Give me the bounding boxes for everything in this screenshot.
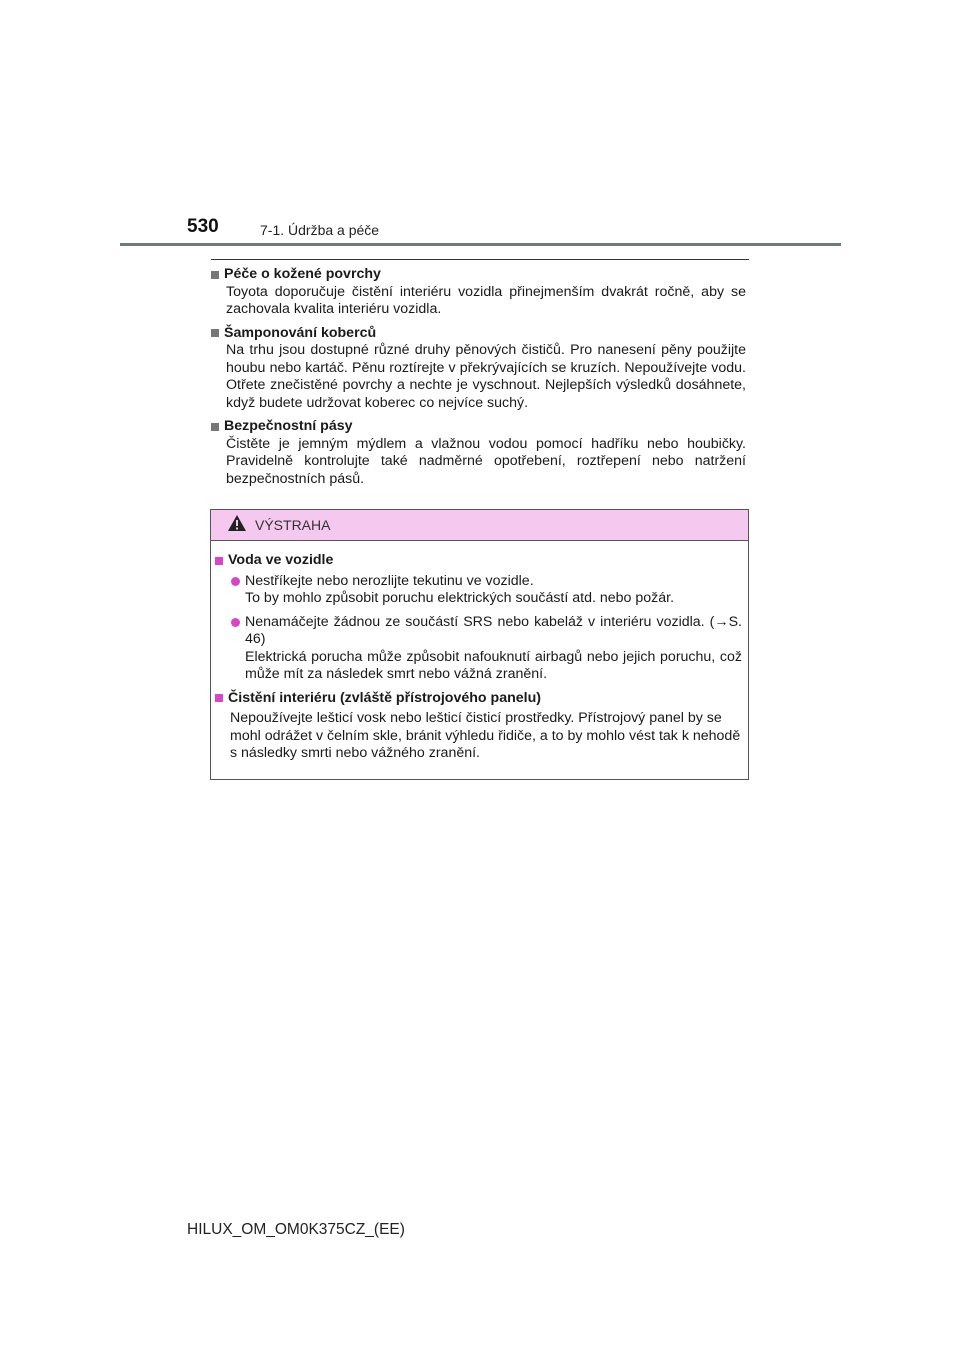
bullet-line: Nestříkejte nebo nerozlijte tekutinu ve vozidle. [245,572,534,589]
page-number: 530 [187,216,219,237]
square-bullet-icon [211,271,219,279]
warning-header [211,510,748,541]
warning-box [210,509,749,780]
warning-section-body: Nepoužívejte lešticí vosk nebo lešticí čisticí prostředky. Přístrojový panel by se mohl odrážet v čelním skle, bránit výhledu řidiče, a to by mohlo vést tak k nehodě s následky smrti nebo vážného zranění. [230,710,741,761]
square-bullet-icon [211,329,219,337]
bullet-line: Elektrická porucha může způsobit nafouknutí airbagů nebo jejich poruchu, což může mít za následek smrt nebo vážná zranění. [245,648,742,682]
warning-label: VÝSTRAHA [255,517,331,533]
square-bullet-icon [215,557,223,565]
warning-bullet [231,573,742,608]
circle-bullet-icon [231,577,240,586]
content [211,266,746,494]
footer-code: HILUX_OM_OM0K375CZ_(EE) [187,1221,405,1238]
section-title: 7-1. Údržba a péče [260,222,380,238]
item-body: Na trhu jsou dostupné různé druhy pěnových čističů. Pro nanesení pěny použijte houbu nebo kartáč. Pěnu roztírejte v překrývajících se kruzích. Nepoužívejte vodu. Otřete znečistěné povrchy a nechte je vyschnout. Nejlepších výsledků dosáhnete, když budete udržovat koberec co nejvíce suchý. [226,342,746,411]
item-body: Toyota doporučuje čistění interiéru vozidla přinejmenším dvakrát ročně, aby se zachovala kvalita interiéru vozidla. [226,283,746,317]
item-title: Péče o kožené povrchy [224,266,381,282]
square-bullet-icon [211,423,219,431]
warning-triangle-icon [227,514,247,537]
circle-bullet-icon [231,618,240,627]
header-rule [120,243,841,246]
content-rule [211,259,749,260]
item-carpet [211,325,746,413]
warning-section-title: Čistění interiéru (zvláště přístrojového panelu) [228,689,541,706]
bullet-line: To by mohlo způsobit poruchu elektrických součástí atd. nebo požár. [245,590,675,606]
item-title: Šamponování koberců [224,324,377,341]
bullet-line: Nenamáčejte žádnou ze součástí SRS nebo kabeláž v interiéru vozidla. (→S. 46) [245,613,742,647]
warning-body [211,541,748,763]
item-seatbelts [211,418,746,488]
item-leather [211,266,746,319]
item-body: Čistěte je jemným mýdlem a vlažnou vodou pomocí hadříku nebo houbičky. Pravidelně kontrolujte také nadměrné opotřebení, roztřepení nebo natržení bezpečnostních pásů. [226,435,746,487]
warning-bullet [231,614,742,684]
warning-section-title: Voda ve vozidle [228,552,334,568]
square-bullet-icon [215,694,223,702]
item-title: Bezpečnostní pásy [224,418,353,434]
